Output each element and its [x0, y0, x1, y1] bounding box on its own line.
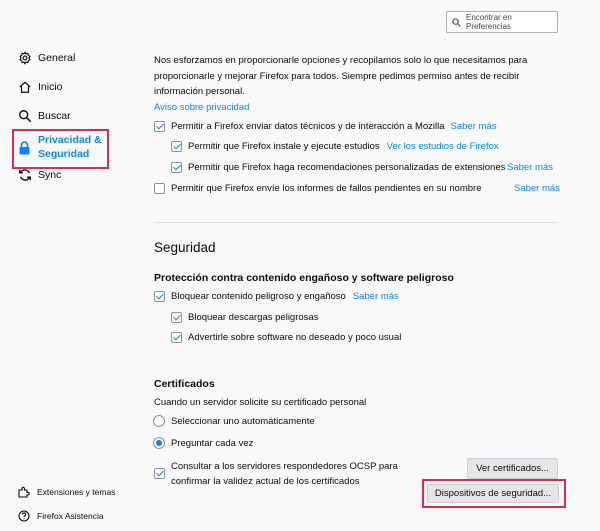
- help-icon: [18, 510, 30, 522]
- sidebar-item-sync[interactable]: [18, 168, 61, 182]
- cert-ask-label: Preguntar cada vez: [171, 437, 254, 449]
- block-dangerous-checkbox[interactable]: [154, 291, 165, 302]
- block-downloads-row: [171, 312, 318, 323]
- studies-checkbox[interactable]: [171, 141, 182, 152]
- cert-auto-row: [153, 415, 315, 427]
- block-downloads-label: Bloquear descargas peligrosas: [188, 312, 319, 323]
- block-dangerous-row: [154, 291, 399, 302]
- warn-unwanted-label: Advertirle sobre software no deseado y poco usual: [188, 332, 402, 343]
- block-dangerous-label: Bloquear contenido peligroso y engañoso: [171, 291, 346, 302]
- sidebar-item-label: Inicio: [38, 81, 63, 93]
- sidebar-item-home[interactable]: [18, 80, 63, 94]
- search-icon: [18, 109, 32, 123]
- cert-ask-row: [153, 437, 253, 449]
- sidebar-item-general[interactable]: [18, 51, 75, 65]
- privacy-notice-link[interactable]: Aviso sobre privacidad: [154, 102, 250, 113]
- search-placeholder: Encontrar en Preferencias: [466, 13, 512, 31]
- section-divider: [154, 222, 558, 223]
- telemetry-checkbox[interactable]: [154, 121, 165, 132]
- crash-reports-label: Permitir que Firefox envíe los informes de fallos pendientes en su nombre: [171, 183, 482, 194]
- telemetry-learn-more-link[interactable]: Saber más: [450, 121, 497, 132]
- warn-unwanted-checkbox[interactable]: [171, 332, 182, 343]
- cert-ask-radio[interactable]: [153, 437, 165, 449]
- crash-reports-row: [154, 183, 482, 194]
- puzzle-icon: [18, 486, 30, 498]
- security-heading: Seguridad: [154, 240, 216, 255]
- extensions-themes-link[interactable]: [18, 486, 115, 498]
- gear-icon: [18, 51, 32, 65]
- extensions-themes-label: Extensiones y temas: [37, 487, 116, 497]
- recommendations-checkbox[interactable]: [171, 162, 182, 173]
- sidebar-item-label: Sync: [38, 169, 62, 181]
- lock-icon: [18, 141, 31, 158]
- sidebar-item-label: Buscar: [38, 110, 71, 122]
- ocsp-row: [154, 460, 398, 489]
- recommendations-row: [171, 162, 505, 173]
- home-icon: [18, 80, 32, 94]
- search-icon: [452, 18, 461, 27]
- firefox-support-link[interactable]: [18, 510, 104, 522]
- view-certificates-button[interactable]: Ver certificados...: [467, 458, 558, 479]
- certificates-description: Cuando un servidor solicite su certificado personal: [154, 397, 367, 408]
- cert-auto-label: Seleccionar uno automáticamente: [171, 415, 315, 427]
- search-input[interactable]: [446, 11, 558, 33]
- sidebar-item-search[interactable]: [18, 109, 71, 123]
- certificates-heading: Certificados: [154, 378, 215, 390]
- recommendations-learn-more-link[interactable]: Saber más: [507, 162, 553, 173]
- security-devices-button[interactable]: Dispositivos de seguridad...: [427, 484, 559, 503]
- sidebar-item-label: General: [38, 52, 76, 64]
- telemetry-label: Permitir a Firefox enviar datos técnicos y de interacción a Mozilla: [171, 121, 445, 132]
- telemetry-row: [154, 121, 496, 132]
- data-collection-intro: Nos esforzamos en proporcionarle opciones y recopilamos solo lo que necesitamos para proporcionarle y mejorar Firefox para todos. Siempre pedimos permiso antes de recibir información personal.: [154, 55, 528, 97]
- view-studies-link[interactable]: Ver los estudios de Firefox: [386, 141, 499, 152]
- cert-auto-radio[interactable]: [153, 415, 165, 427]
- studies-row: [171, 141, 499, 152]
- deceptive-content-heading: Protección contra contenido engañoso y software peligroso: [154, 272, 454, 284]
- block-dangerous-learn-more-link[interactable]: Saber más: [352, 291, 399, 302]
- crash-reports-checkbox[interactable]: [154, 183, 165, 194]
- firefox-support-label: Firefox Asistencia: [37, 511, 104, 521]
- warn-unwanted-row: [171, 332, 401, 343]
- crash-reports-learn-more-link[interactable]: Saber más: [514, 183, 560, 194]
- ocsp-checkbox[interactable]: [154, 468, 165, 479]
- block-downloads-checkbox[interactable]: [171, 312, 182, 323]
- ocsp-label: Consultar a los servidores respondedores OCSP para confirmar la validez actual de los certificados: [171, 461, 398, 487]
- studies-label: Permitir que Firefox instale y ejecute estudios: [188, 141, 380, 152]
- sync-icon: [18, 168, 32, 182]
- recommendations-label: Permitir que Firefox haga recomendaciones personalizadas de extensiones: [188, 162, 506, 173]
- sidebar-item-privacy-label: Privacidad & Seguridad: [38, 134, 102, 160]
